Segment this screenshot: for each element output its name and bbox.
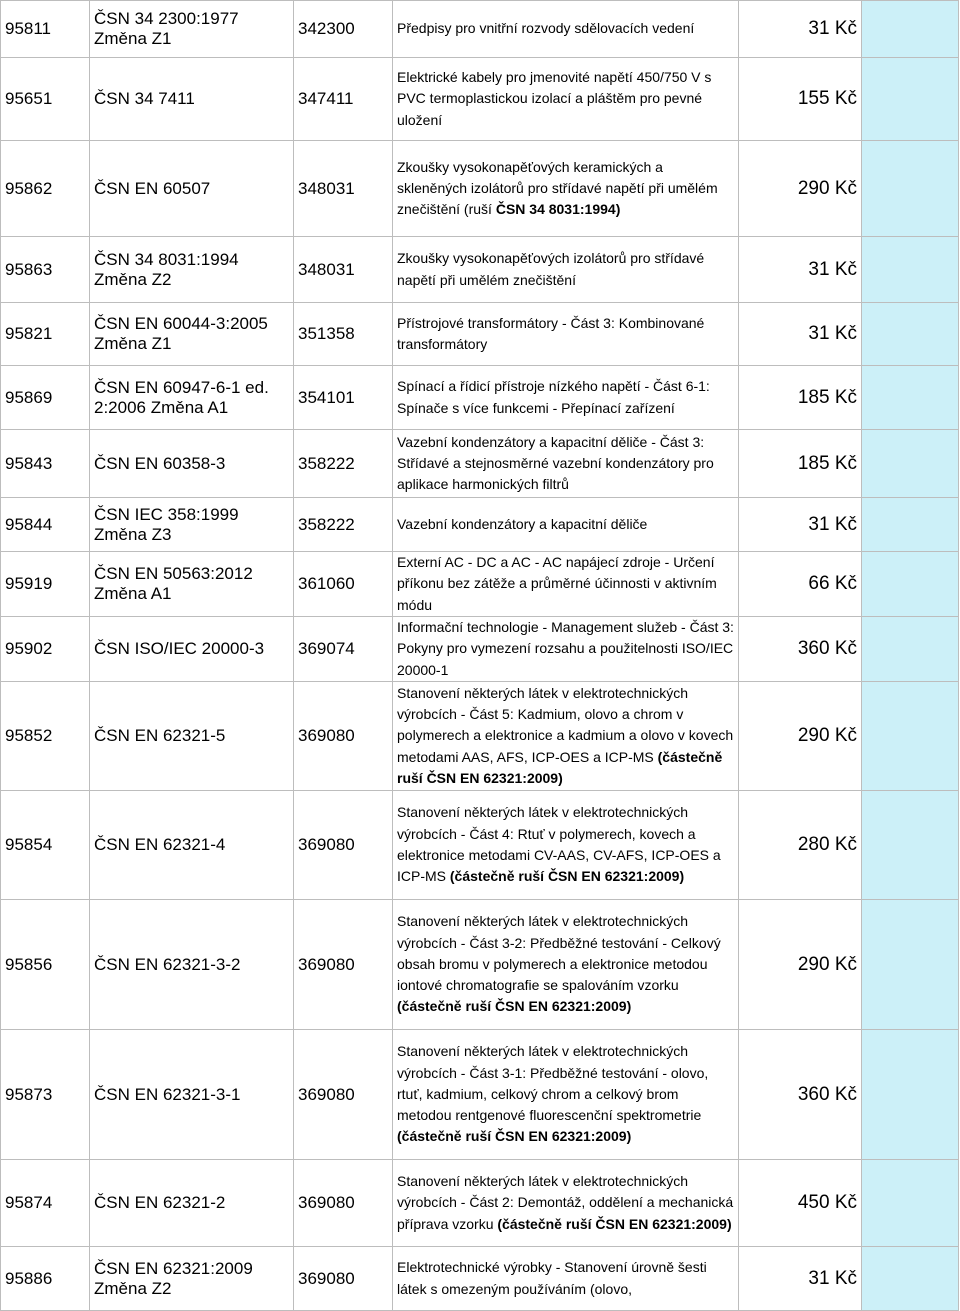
table-row xyxy=(1,1247,959,1311)
standard-code xyxy=(1,141,90,237)
classification-number-text: 358222 xyxy=(298,514,355,534)
standard-title-text: Spínací a řídicí přístroje nízkého napětí - Část 6-1: Spínače s více funkcemi - Přepínací zařízení xyxy=(397,378,710,416)
standard-title-text: Zkoušky vysokonapěťových keramických a skleněných izolátorů pro střídavé napětí při umělém znečištění (ruší xyxy=(397,158,718,218)
table-row xyxy=(1,237,959,303)
standard-designation xyxy=(90,141,294,237)
classification-number-text: 369080 xyxy=(298,726,355,745)
standard-title-text: Vazební kondenzátory a kapacitní děliče xyxy=(397,515,648,532)
price xyxy=(739,791,862,900)
standard-title xyxy=(393,58,739,141)
standard-designation-text: ČSN EN 62321-5 xyxy=(94,726,226,745)
classification-number xyxy=(294,617,393,682)
standard-designation xyxy=(90,1030,294,1160)
order-cell[interactable] xyxy=(862,237,959,303)
standard-designation xyxy=(90,366,294,430)
classification-number-text: 369080 xyxy=(298,954,355,974)
standard-code-text: 95651 xyxy=(5,89,53,108)
standard-designation-text: ČSN EN 60947-6-1 ed. 2:2006 Změna A1 xyxy=(94,377,269,417)
standard-designation xyxy=(90,303,294,366)
standard-designation xyxy=(90,617,294,682)
replacement-note: (částečně ruší ČSN EN 62321:2009) xyxy=(497,1215,732,1232)
standard-designation-text: ČSN EN 60358-3 xyxy=(94,453,226,473)
standard-designation xyxy=(90,237,294,303)
replacement-note: ČSN 34 8031:1994) xyxy=(495,201,621,218)
standard-title-text: Informační technologie - Management služeb - Část 3: Pokyny pro vymezení rozsahu a použitelnosti ISO/IEC 20000-1 xyxy=(397,619,734,678)
standard-title-text: Přístrojové transformátory - Část 3: Kombinované transformátory xyxy=(397,314,705,352)
classification-number-text: 347411 xyxy=(298,89,354,108)
standard-code-text: 95863 xyxy=(5,259,53,279)
price xyxy=(739,1160,862,1247)
classification-number xyxy=(294,141,393,237)
order-cell[interactable] xyxy=(862,1160,959,1247)
standard-code-text: 95843 xyxy=(5,453,53,473)
price-text: 31 Kč xyxy=(808,1267,857,1289)
standard-code xyxy=(1,1247,90,1311)
standard-title xyxy=(393,141,739,237)
standard-title xyxy=(393,1247,739,1311)
classification-number xyxy=(294,366,393,430)
standard-designation-text: ČSN EN 62321-3-1 xyxy=(94,1084,241,1104)
price-text: 360 Kč xyxy=(797,638,857,659)
standard-code-text: 95811 xyxy=(5,19,52,38)
standard-title xyxy=(393,237,739,303)
price xyxy=(739,366,862,430)
classification-number-text: 369074 xyxy=(298,639,355,658)
price-text: 185 Kč xyxy=(797,386,857,408)
classification-number-text: 369080 xyxy=(298,1084,355,1104)
standard-title xyxy=(393,791,739,900)
order-cell[interactable] xyxy=(862,430,959,498)
standard-title xyxy=(393,552,739,617)
standard-title-text: Stanovení některých látek v elektrotechnických výrobcích - Část 2: Demontáž, oddělení a mechanická příprava vzorku xyxy=(397,1173,734,1232)
price xyxy=(739,682,862,791)
standard-title-text: Vazební kondenzátory a kapacitní děliče - Část 3: Střídavé a stejnosměrné vazební kondenzátory pro aplikace harmonických filtrů xyxy=(397,433,714,493)
price xyxy=(739,900,862,1030)
table-row xyxy=(1,1,959,58)
replacement-note: (částečně ruší ČSN EN 62321:2009) xyxy=(397,998,632,1015)
standard-code xyxy=(1,791,90,900)
classification-number-text: 351358 xyxy=(298,324,355,343)
standard-code xyxy=(1,1,90,58)
price-text: 155 Kč xyxy=(797,88,857,109)
standard-title-text: Zkoušky vysokonapěťových izolátorů pro střídavé napětí při umělém znečištění xyxy=(397,250,705,288)
standard-designation-text: ČSN 34 8031:1994 Změna Z2 xyxy=(94,249,239,289)
standard-designation xyxy=(90,1160,294,1247)
classification-number-text: 358222 xyxy=(298,453,355,473)
standard-code xyxy=(1,303,90,366)
table-row xyxy=(1,552,959,617)
standard-code xyxy=(1,900,90,1030)
replacement-note: (částečně ruší ČSN EN 62321:2009) xyxy=(449,868,685,885)
price-text: 31 Kč xyxy=(808,323,857,344)
standard-code-text: 95854 xyxy=(5,835,53,854)
classification-number xyxy=(294,1030,393,1160)
standard-code xyxy=(1,1160,90,1247)
classification-number-text: 354101 xyxy=(298,387,355,407)
price xyxy=(739,58,862,141)
classification-number-text: 369080 xyxy=(298,835,355,854)
classification-number xyxy=(294,498,393,552)
standard-title xyxy=(393,682,739,791)
standard-designation xyxy=(90,1247,294,1311)
standard-designation xyxy=(90,1,294,58)
standard-designation-text: ČSN 34 7411 xyxy=(94,89,195,108)
order-cell[interactable] xyxy=(862,58,959,141)
standard-title-text: Stanovení některých látek v elektrotechnických výrobcích - Část 4: Rtuť v polymerech, kovech a elektronice metodami CV-AAS, CV-AFS, ICP-OES a ICP-MS xyxy=(397,804,721,885)
standard-title-text: Stanovení některých látek v elektrotechnických výrobcích - Část 3-2: Předběžné testování - Celkový obsah bromu v polymerech a elektronice metodou iontové chromatografie se spalováním vzorku xyxy=(397,913,721,994)
table-row xyxy=(1,430,959,498)
price-text: 66 Kč xyxy=(808,573,857,594)
standard-designation xyxy=(90,682,294,791)
standard-code xyxy=(1,366,90,430)
classification-number-text: 369080 xyxy=(298,1268,355,1288)
standard-title xyxy=(393,1160,739,1247)
standard-code xyxy=(1,1030,90,1160)
standard-designation xyxy=(90,498,294,552)
table-row xyxy=(1,900,959,1030)
price-text: 360 Kč xyxy=(797,1083,857,1105)
price xyxy=(739,430,862,498)
price xyxy=(739,617,862,682)
table-row xyxy=(1,1030,959,1160)
standard-designation-text: ČSN EN 62321-2 xyxy=(94,1193,226,1212)
standard-title xyxy=(393,303,739,366)
standard-title xyxy=(393,617,739,682)
price-text: 31 Kč xyxy=(808,513,857,535)
price xyxy=(739,1,862,58)
table-row xyxy=(1,141,959,237)
price xyxy=(739,237,862,303)
standard-designation xyxy=(90,58,294,141)
order-cell[interactable] xyxy=(862,1030,959,1160)
standard-title-text: Stanovení některých látek v elektrotechnických výrobcích - Část 5: Kadmium, olovo a chrom v polymerech a elektronice a kadmium a olovo v kovech metodami AAS, AFS, ICP-OES a ICP-MS xyxy=(397,684,734,765)
classification-number xyxy=(294,237,393,303)
classification-number xyxy=(294,682,393,791)
order-cell[interactable] xyxy=(862,791,959,900)
standard-code xyxy=(1,430,90,498)
table-row xyxy=(1,617,959,682)
price-text: 31 Kč xyxy=(808,258,857,280)
standard-title-text: Stanovení některých látek v elektrotechnických výrobcích - Část 3-1: Předběžné testování - olovo, rtuť, kadmium, celkový chrom a celkový brom metodou rentgenové fluorescenční spektrometrie xyxy=(397,1043,709,1124)
standard-designation-text: ČSN EN 62321-4 xyxy=(94,835,226,854)
classification-number xyxy=(294,900,393,1030)
table-row xyxy=(1,682,959,791)
standard-title xyxy=(393,366,739,430)
order-cell[interactable] xyxy=(862,1,959,58)
standard-code-text: 95844 xyxy=(5,514,53,534)
standard-title-text: Předpisy pro vnitřní rozvody sdělovacích vedení xyxy=(397,20,695,37)
standards-table-body xyxy=(1,1,959,1311)
table-row xyxy=(1,366,959,430)
standard-title xyxy=(393,1,739,58)
price xyxy=(739,552,862,617)
price xyxy=(739,498,862,552)
classification-number xyxy=(294,791,393,900)
price xyxy=(739,1247,862,1311)
order-cell[interactable] xyxy=(862,366,959,430)
replacement-note: (částečně ruší ČSN EN 62321:2009) xyxy=(397,748,723,786)
price-text: 290 Kč xyxy=(797,953,857,975)
standard-code-text: 95874 xyxy=(5,1193,53,1212)
classification-number xyxy=(294,58,393,141)
standard-code xyxy=(1,617,90,682)
classification-number-text: 342300 xyxy=(298,19,355,38)
price xyxy=(739,1030,862,1160)
standard-designation-text: ČSN EN 62321-3-2 xyxy=(94,954,241,974)
standard-designation xyxy=(90,430,294,498)
classification-number xyxy=(294,430,393,498)
classification-number-text: 361060 xyxy=(298,574,355,593)
standard-designation xyxy=(90,791,294,900)
table-row xyxy=(1,303,959,366)
classification-number-text: 348031 xyxy=(298,178,355,198)
standard-code xyxy=(1,682,90,791)
standard-code-text: 95886 xyxy=(5,1268,53,1288)
table-row xyxy=(1,498,959,552)
standard-title-text: Elektrické kabely pro jmenovité napětí 450/750 V s PVC termoplastickou izolací a pláštěm pro pevné uložení xyxy=(397,69,712,128)
order-cell[interactable] xyxy=(862,900,959,1030)
standard-code-text: 95869 xyxy=(5,387,53,407)
standard-code-text: 95862 xyxy=(5,178,53,198)
standard-designation-text: ČSN EN 62321:2009 Změna Z2 xyxy=(94,1258,253,1298)
order-cell[interactable] xyxy=(862,552,959,617)
standard-designation-text: ČSN EN 50563:2012 Změna A1 xyxy=(94,564,253,603)
standard-designation-text: ČSN EN 60044-3:2005 Změna Z1 xyxy=(94,314,268,353)
standard-code xyxy=(1,552,90,617)
classification-number-text: 348031 xyxy=(298,259,355,279)
classification-number xyxy=(294,552,393,617)
price-text: 185 Kč xyxy=(797,452,857,474)
standard-designation-text: ČSN ISO/IEC 20000-3 xyxy=(94,639,265,658)
standard-code xyxy=(1,58,90,141)
table-row xyxy=(1,58,959,141)
standard-code-text: 95856 xyxy=(5,954,53,974)
standard-title-text: Externí AC - DC a AC - AC napájecí zdroje - Určení příkonu bez zátěže a průměrné účinnosti v aktivním módu xyxy=(397,554,717,613)
standard-designation xyxy=(90,900,294,1030)
standard-title xyxy=(393,900,739,1030)
table-row xyxy=(1,1160,959,1247)
classification-number-text: 369080 xyxy=(298,1193,355,1212)
order-cell[interactable] xyxy=(862,498,959,552)
price-text: 31 Kč xyxy=(808,18,857,39)
standard-code-text: 95873 xyxy=(5,1084,53,1104)
price xyxy=(739,303,862,366)
standard-code xyxy=(1,498,90,552)
standard-code-text: 95919 xyxy=(5,574,53,593)
price xyxy=(739,141,862,237)
order-cell[interactable] xyxy=(862,303,959,366)
classification-number xyxy=(294,1247,393,1311)
standard-title xyxy=(393,498,739,552)
price-text: 450 Kč xyxy=(797,1192,857,1213)
order-cell[interactable] xyxy=(862,617,959,682)
standard-designation-text: ČSN EN 60507 xyxy=(94,178,211,198)
standard-designation-text: ČSN IEC 358:1999 Změna Z3 xyxy=(94,504,239,544)
price-text: 290 Kč xyxy=(797,725,857,746)
classification-number xyxy=(294,303,393,366)
table-row xyxy=(1,791,959,900)
price-text: 280 Kč xyxy=(797,834,857,855)
standard-designation-text: ČSN 34 2300:1977 Změna Z1 xyxy=(94,9,239,48)
standard-title xyxy=(393,1030,739,1160)
price-text: 290 Kč xyxy=(797,177,857,199)
order-cell[interactable] xyxy=(862,141,959,237)
standard-code-text: 95902 xyxy=(5,639,53,658)
standard-code-text: 95852 xyxy=(5,726,53,745)
replacement-note: (částečně ruší ČSN EN 62321:2009) xyxy=(397,1128,632,1145)
classification-number xyxy=(294,1,393,58)
order-cell[interactable] xyxy=(862,682,959,791)
standard-code xyxy=(1,237,90,303)
standard-title xyxy=(393,430,739,498)
standard-title-text: Elektrotechnické výrobky - Stanovení úrovně šesti látek s omezeným používáním (olovo, xyxy=(397,1259,707,1297)
order-cell[interactable] xyxy=(862,1247,959,1311)
classification-number xyxy=(294,1160,393,1247)
standard-designation xyxy=(90,552,294,617)
standard-code-text: 95821 xyxy=(5,324,53,343)
